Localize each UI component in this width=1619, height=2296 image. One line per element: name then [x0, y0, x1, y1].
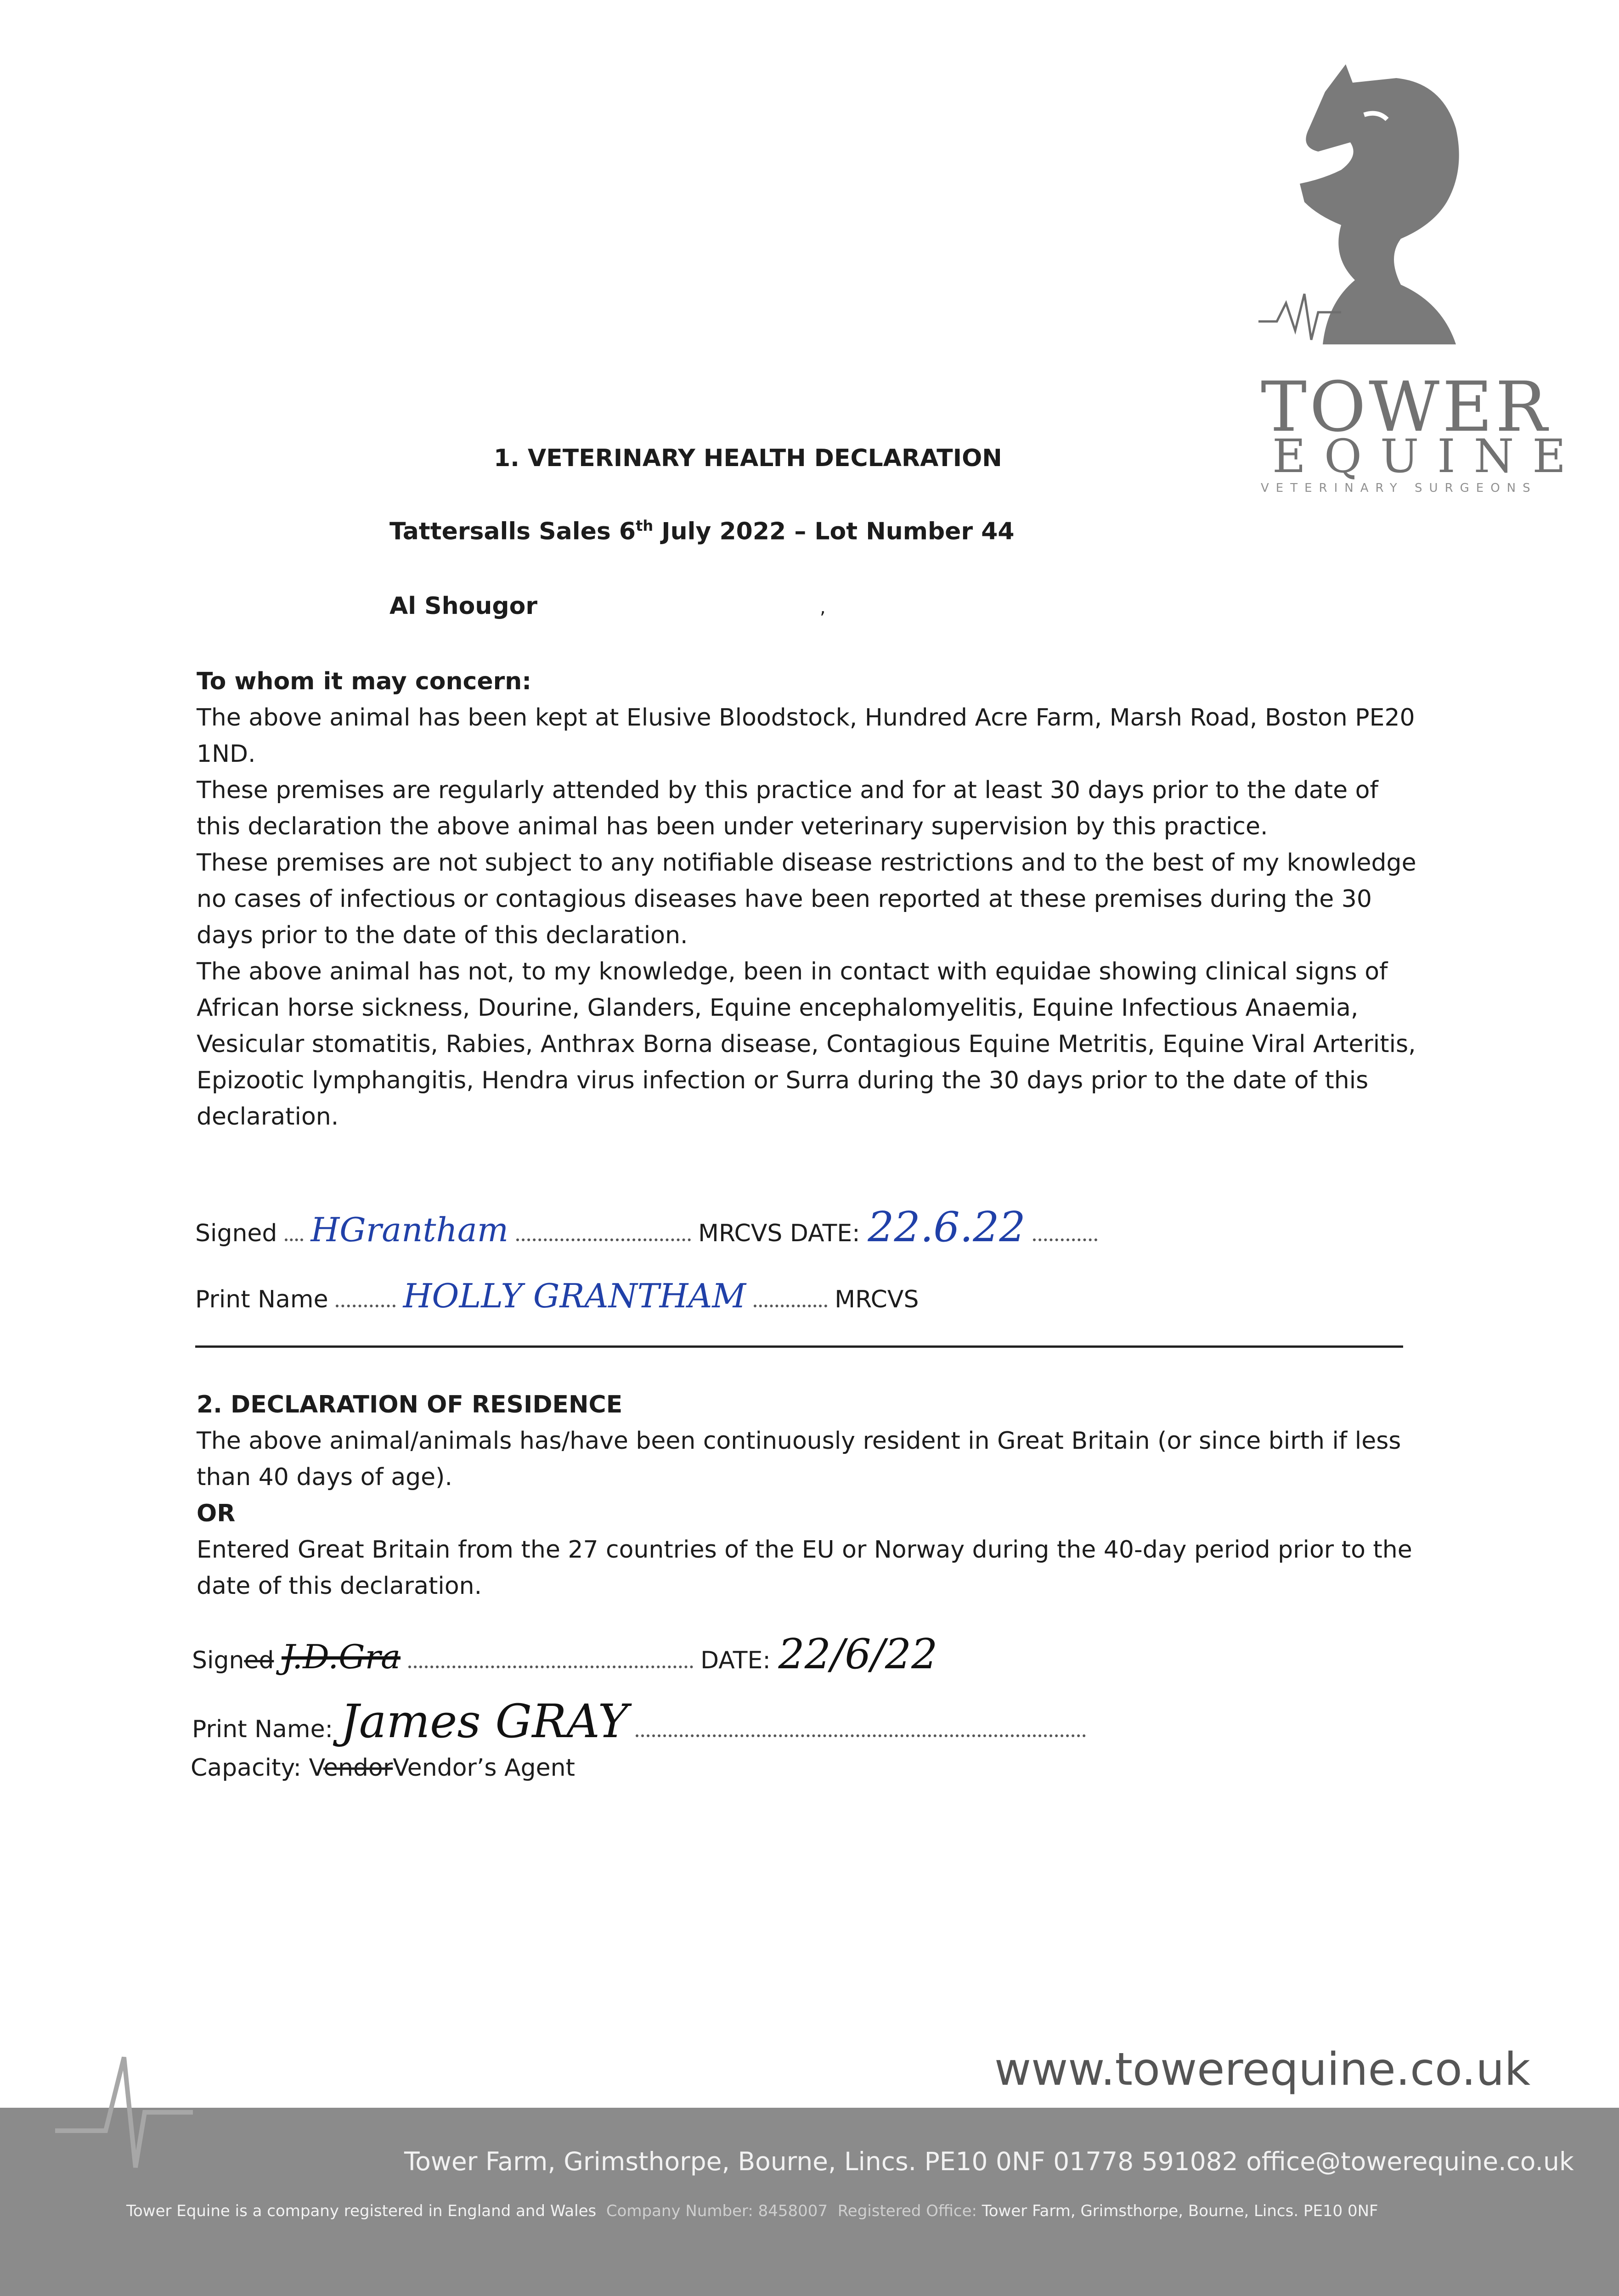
- footer-registration: Tower Equine is a company registered in England and Wales Company Number: 8458007 Registered Office: Tower Farm, Grimsthorpe, Bourne, Lincs. PE10 0NF: [126, 2202, 1378, 2220]
- sale-line: Tattersalls Sales 6th July 2022 – Lot Number 44: [389, 517, 1015, 546]
- agent-print-name-label: Print Name:: [192, 1716, 333, 1743]
- logo-equine-text: EQUINE: [1272, 429, 1585, 483]
- agent-date: 22/6/22: [778, 1630, 938, 1678]
- heartbeat-icon: [55, 2039, 193, 2177]
- agent-signed-line: Signed J.D.Gra DATE: 22/6/22: [192, 1630, 938, 1678]
- or-label: OR: [197, 1500, 236, 1527]
- horse-name: Al Shougor: [389, 592, 537, 620]
- mrcvs-label: MRCVS: [835, 1286, 919, 1313]
- vet-date: 22.6.22: [868, 1203, 1026, 1251]
- logo-tagline: VETERINARY SURGEONS: [1261, 481, 1537, 495]
- agent-signature: J.D.Gra: [281, 1638, 401, 1676]
- section2-title: 2. DECLARATION OF RESIDENCE: [197, 1391, 623, 1418]
- section-divider: [195, 1345, 1403, 1348]
- vet-signed-line: [195, 1203, 1097, 1251]
- capacity-line: Capacity: VendorVendor’s Agent: [191, 1754, 575, 1782]
- declaration-body: [197, 664, 1418, 1135]
- residence-section: [197, 1387, 1418, 1604]
- vet-print-name-line: [195, 1277, 919, 1315]
- vet-print-name: HOLLY GRANTHAM: [403, 1277, 746, 1315]
- section1-title: 1. VETERINARY HEALTH DECLARATION: [494, 445, 1002, 472]
- footer-address: Tower Farm, Grimsthorpe, Bourne, Lincs. PE10 0NF 01778 591082 office@towerequine.co.uk: [404, 2147, 1574, 2176]
- agent-print-name: James GRAY: [340, 1694, 628, 1748]
- vet-signature: HGrantham: [310, 1210, 509, 1249]
- tower-equine-logo-icon: [1249, 64, 1516, 367]
- capacity-value: Vendor’s Agent: [393, 1754, 575, 1782]
- paragraph-contact: The above animal has not, to my knowledge, been in contact with equidae showing clinical signs of African horse sickness, Dourine, Glanders, Equine encephalomyelitis, Equine Infectious Anaemia, Vesicular stomatitis, Rabies, Anthrax Borna disease, Contagious Equine Metritis, Equine Viral Arteritis, Epizootic lymphangitis, Hendra virus infection or Surra during the 30 days prior to the date of this declaration.: [197, 958, 1416, 1131]
- logo-tower-text: TOWER: [1261, 367, 1550, 447]
- signed-label: Signed: [195, 1220, 277, 1247]
- paragraph-premises: The above animal has been kept at Elusive Bloodstock, Hundred Acre Farm, Marsh Road, Boston PE20 1ND.: [197, 704, 1415, 768]
- website-url: www.towerequine.co.uk: [994, 2043, 1531, 2096]
- paragraph-supervision: These premises are regularly attended by this practice and for at least 30 days prior to the date of this declaration the above animal has been under veterinary supervision by this practice.: [197, 777, 1378, 840]
- agent-date-label: DATE:: [700, 1647, 771, 1674]
- paragraph-restrictions: These premises are not subject to any notifiable disease restrictions and to the best of my knowledge no cases of infectious or contagious diseases have been reported at these premises during the 30 days prior to the date of this declaration.: [197, 849, 1416, 949]
- residence-paragraph-2: Entered Great Britain from the 27 countries of the EU or Norway during the 40-day period prior to the date of this declaration.: [197, 1536, 1412, 1600]
- agent-print-name-line: [192, 1694, 1086, 1748]
- greeting: To whom it may concern:: [197, 668, 532, 695]
- print-name-label: Print Name: [195, 1286, 328, 1313]
- stray-mark: ,: [820, 597, 826, 618]
- mrcvs-date-label: MRCVS DATE:: [698, 1220, 860, 1247]
- residence-paragraph-1: The above animal/animals has/have been continuously resident in Great Britain (or since birth if less than 40 days of age).: [197, 1427, 1401, 1491]
